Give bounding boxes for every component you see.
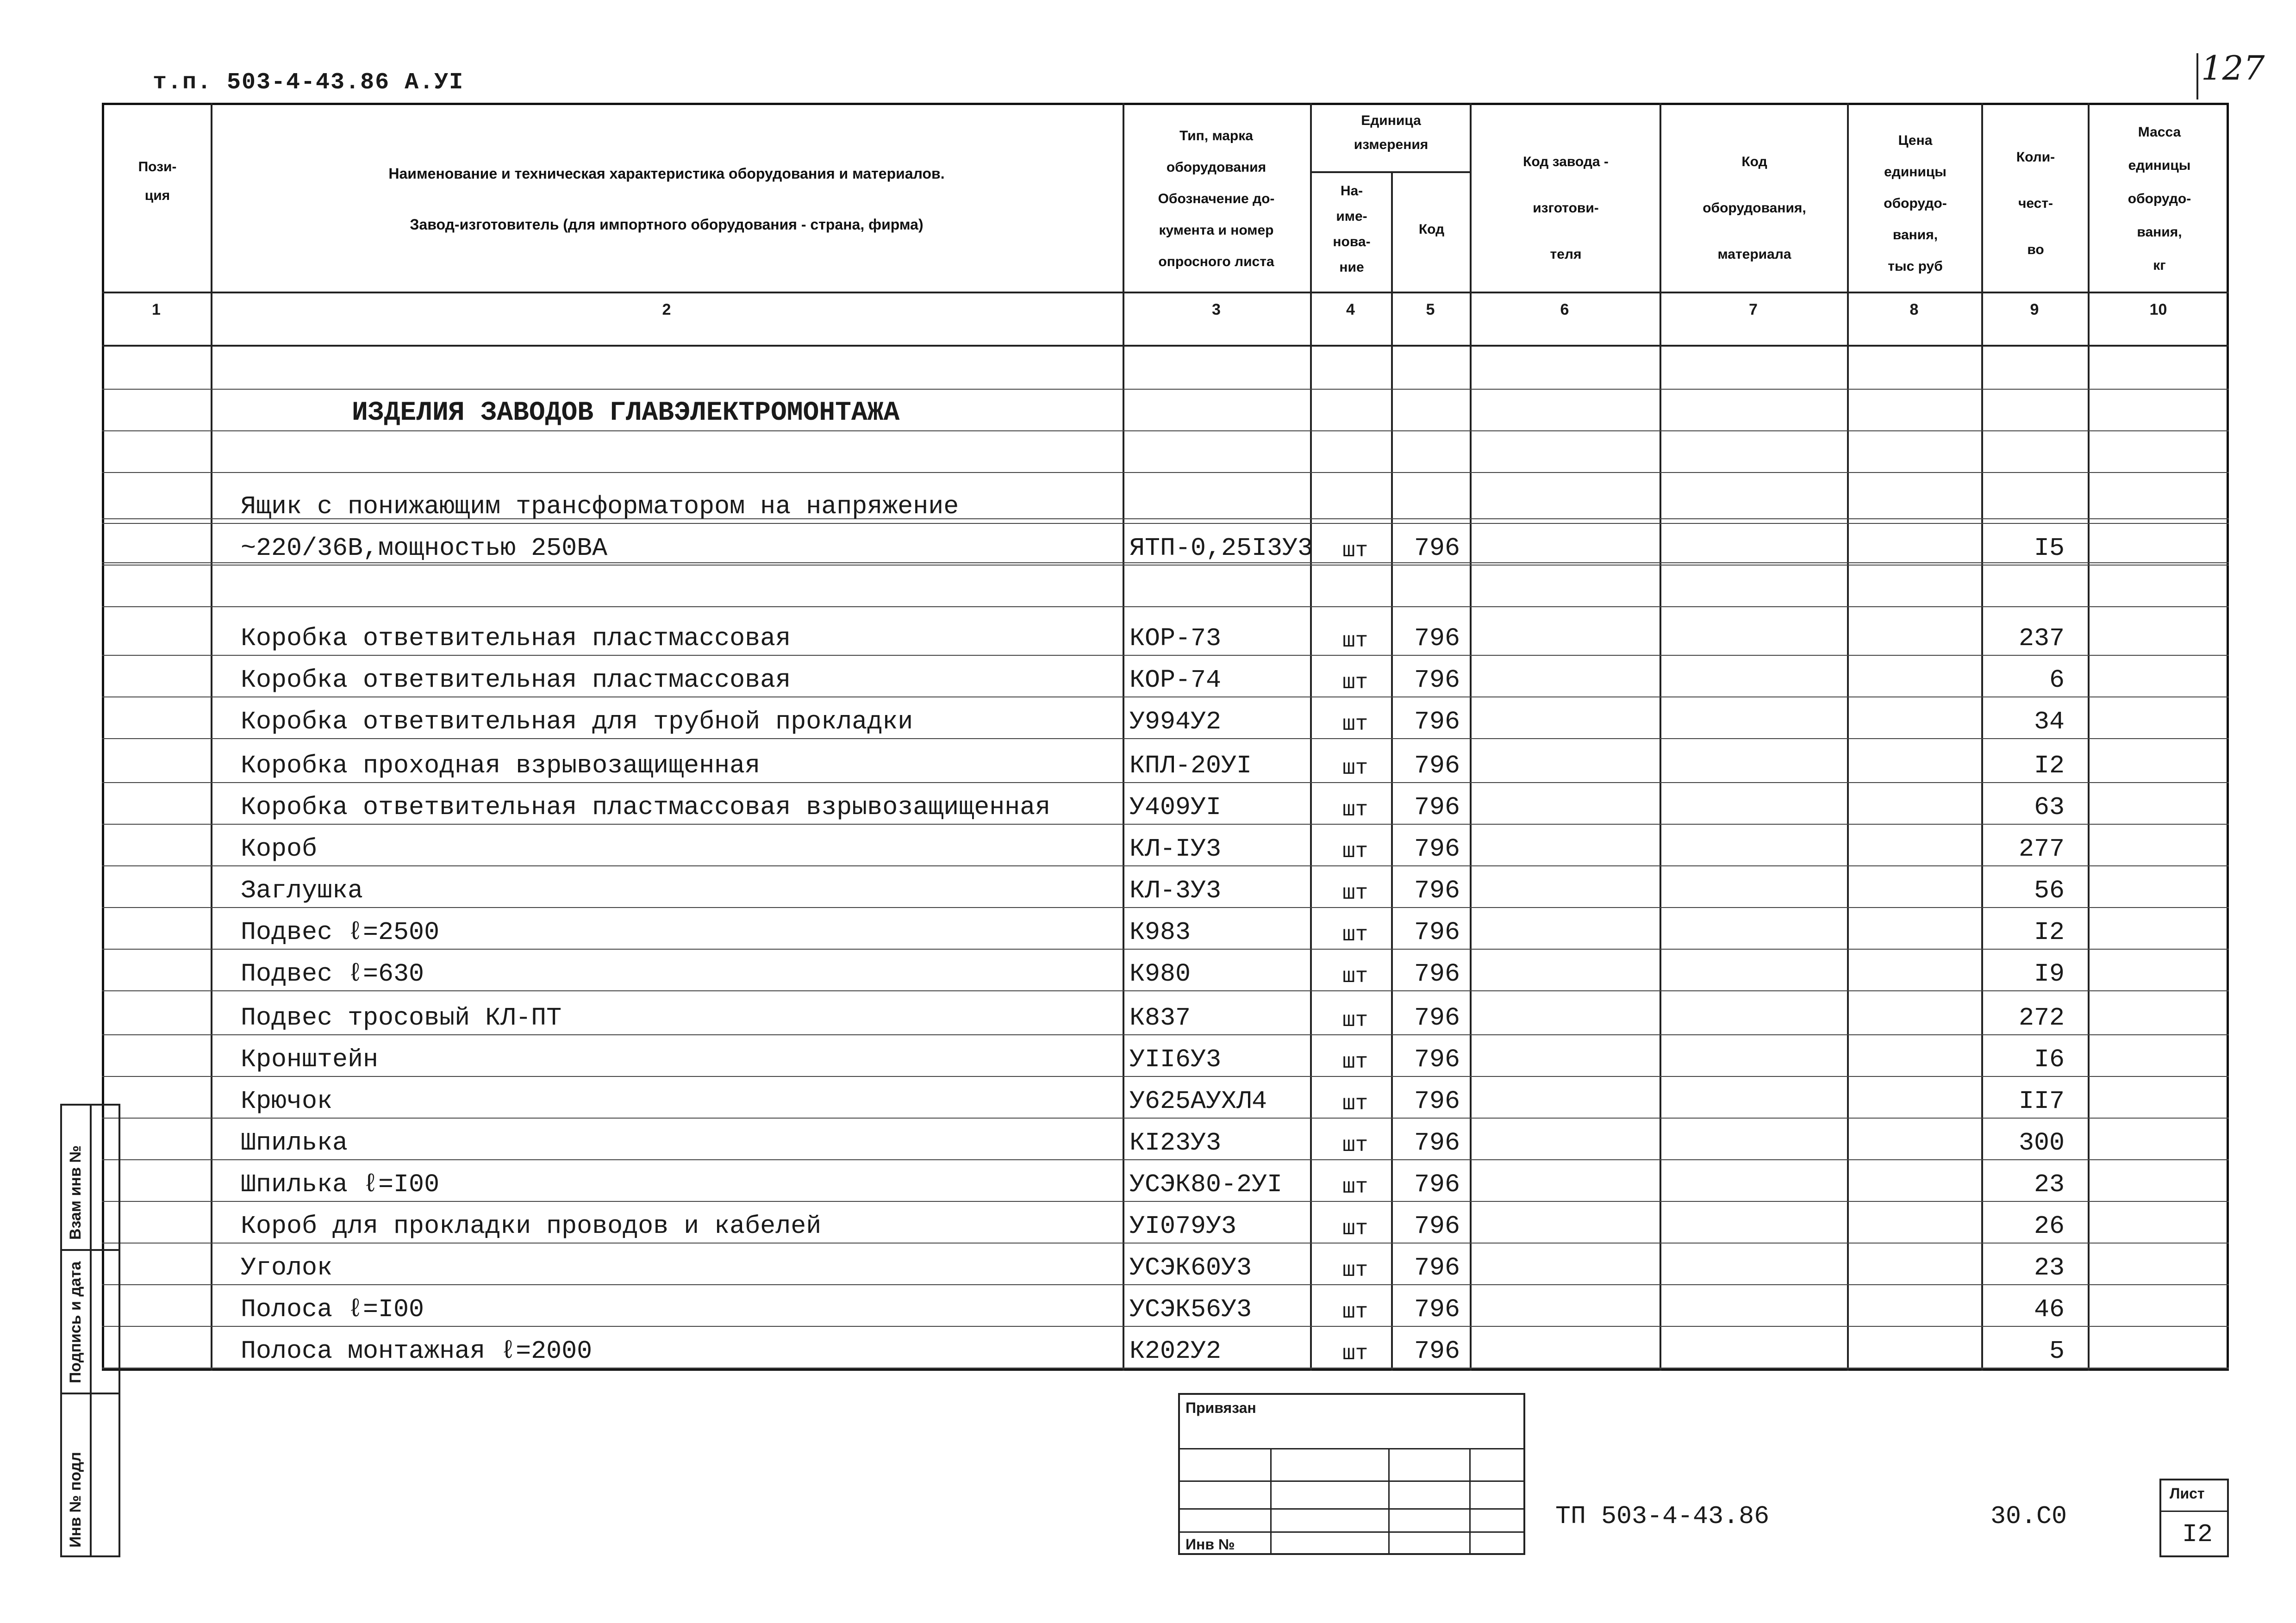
item-type: К202У2 [1129,1337,1222,1366]
item-quantity: 272 [2018,1003,2065,1032]
stamp-line [1180,1448,1523,1449]
table-row [0,824,2296,866]
item-unit-code: 796 [1414,1253,1460,1282]
item-quantity: 23 [2034,1170,2065,1199]
item-name: Заглушка [241,876,363,905]
stamp-attached-label: Привязан [1185,1399,1256,1416]
col-number: 1 [152,301,161,318]
item-name: Коробка ответвительная пластмассовая [241,624,791,653]
item-type: УСЭК60У3 [1129,1253,1252,1282]
item-unit: шт [1342,671,1368,695]
stamp-line [1469,1448,1471,1555]
item-quantity: 277 [2018,834,2065,864]
item-name: Короб для прокладки проводов и кабелей [241,1212,822,1241]
item-unit-code: 796 [1414,959,1460,989]
item-quantity: I2 [2034,918,2065,947]
item-unit: шт [1342,1300,1368,1324]
item-unit: шт [1342,1258,1368,1282]
col-number: 2 [662,301,671,318]
table-row [0,523,2296,566]
item-type: КПЛ-20УI [1129,751,1252,780]
header-bottom-line [102,292,2229,293]
item-unit-code: 796 [1414,1170,1460,1199]
item-unit-code: 796 [1414,1045,1460,1074]
item-type: К837 [1129,1003,1191,1032]
table-row [0,696,2296,739]
row-line [102,389,2229,390]
col-number: 10 [2149,301,2167,318]
binding-sidebar [60,1104,120,1557]
item-unit: шт [1342,923,1368,947]
stamp-line [1180,1480,1523,1482]
item-quantity: 34 [2034,707,2065,736]
page-number-bar [2196,53,2198,99]
sheet-label: Лист [2170,1485,2205,1502]
sheet-box [2159,1479,2229,1557]
item-name: Подвес тросовый КЛ-ПТ [241,1003,562,1032]
item-unit: шт [1342,1342,1368,1366]
item-quantity: 300 [2018,1128,2065,1157]
item-unit-code: 796 [1414,534,1460,563]
item-type: У409УI [1129,793,1222,822]
item-type: У625АУХЛ4 [1129,1087,1267,1116]
title-sheet-code: 30.С0 [1990,1502,2067,1531]
header-position: Пози- ция [138,159,177,203]
stamp-inv-label: Инв № [1185,1536,1235,1553]
stamp-line [1388,1448,1390,1555]
item-unit-code: 796 [1414,876,1460,905]
item-type: КОР-73 [1129,624,1222,653]
row-line [102,990,2229,991]
section-title: ИЗДЕЛИЯ ЗАВОДОВ ГЛАВЭЛЕКТРОМОНТАЖА [352,398,900,428]
item-unit-code: 796 [1414,1337,1460,1366]
item-unit-code: 796 [1414,624,1460,653]
item-type: УСЭК56У3 [1129,1295,1252,1324]
col-number: 5 [1426,301,1435,318]
item-unit-code: 796 [1414,1087,1460,1116]
item-type: К980 [1129,959,1191,989]
item-unit-code: 796 [1414,918,1460,947]
item-type: КЛ-3У3 [1129,876,1222,905]
header-unit-code: Код [1418,222,1445,237]
item-type: ЯТП-0,25I3У3 [1129,534,1313,563]
item-quantity: 46 [2034,1295,2065,1324]
table-row [0,655,2296,697]
table-row [0,1159,2296,1202]
table-row [0,1076,2296,1119]
item-name: Короб [241,834,318,864]
header-maker-code: Код завода - изготови- теля [1523,154,1609,262]
item-quantity: 56 [2034,876,2065,905]
item-name: Коробка ответвительная для трубной прокладки [241,707,913,736]
table-row [0,993,2296,1035]
stamp-line [1270,1448,1272,1555]
item-name: Ящик с понижающим трансформатором на напряжение [241,492,959,521]
sheet-box-divider [2161,1511,2227,1512]
item-unit: шт [1342,798,1368,822]
item-unit: шт [1342,756,1368,780]
unit-header-divider [1310,171,1470,173]
sidebar-signature-date: Подпись и дата [67,1261,84,1383]
item-unit: шт [1342,1092,1368,1116]
item-unit: шт [1342,1217,1368,1241]
page-number: 127 [2201,49,2265,87]
table-row [0,613,2296,656]
item-unit: шт [1342,1050,1368,1074]
item-unit-code: 796 [1414,1003,1460,1032]
item-unit-code: 796 [1414,834,1460,864]
item-type: УII6У3 [1129,1045,1222,1074]
item-unit-code: 796 [1414,1295,1460,1324]
item-unit: шт [1342,1175,1368,1199]
table-row [0,1201,2296,1244]
col-number: 6 [1560,301,1569,318]
col-number: 7 [1749,301,1758,318]
item-quantity: I5 [2034,534,2065,563]
item-unit: шт [1342,1008,1368,1032]
stamp-line [1180,1508,1523,1510]
table-row [0,907,2296,950]
item-type: УI079У3 [1129,1212,1237,1241]
item-unit-code: 796 [1414,1212,1460,1241]
table-row [0,1326,2296,1368]
item-quantity: 23 [2034,1253,2065,1282]
item-name: Уголок [241,1253,333,1282]
sheet-number: I2 [2182,1520,2213,1549]
item-type: КI23У3 [1129,1128,1222,1157]
row-line [102,565,2229,566]
item-name: Крючок [241,1087,333,1116]
numbers-bottom-line [102,345,2229,347]
item-unit-code: 796 [1414,707,1460,736]
item-name: Подвес ℓ=2500 [241,918,440,947]
item-unit-code: 796 [1414,665,1460,695]
item-unit: шт [1342,964,1368,989]
item-type: КЛ-IУ3 [1129,834,1222,864]
item-name: ~220/36В,мощностью 250ВА [241,534,608,563]
sidebar-inv-original: Инв № подл [67,1452,84,1548]
table-row [0,1243,2296,1285]
table-row [0,740,2296,783]
table-row [0,865,2296,908]
item-type: У994У2 [1129,707,1222,736]
item-unit: шт [1342,712,1368,736]
item-type: КОР-74 [1129,665,1222,695]
table-row [0,1284,2296,1327]
col-number: 4 [1346,301,1355,318]
col-number: 3 [1212,301,1221,318]
item-quantity: 63 [2034,793,2065,822]
header-quantity: Коли- чест- во [2016,149,2055,257]
item-name: Полоса ℓ=I00 [241,1295,424,1324]
item-name: Подвес ℓ=630 [241,959,424,989]
title-doc-number: ТП 503-4-43.86 [1555,1502,1770,1531]
item-quantity: 237 [2018,624,2065,653]
row-line [102,738,2229,739]
header-price: Цена единицы оборудо- вания, тыс руб [1884,133,1947,274]
row-line [102,472,2229,473]
item-quantity: I6 [2034,1045,2065,1074]
stamp-line [1180,1531,1523,1533]
item-type: К983 [1129,918,1191,947]
item-unit: шт [1342,881,1368,905]
item-name: Коробка ответвительная пластмассовая [241,665,791,695]
col-number: 9 [2030,301,2039,318]
item-unit-code: 796 [1414,793,1460,822]
item-quantity: 26 [2034,1212,2065,1241]
item-name: Шпилька [241,1128,348,1157]
table-row [0,782,2296,825]
header-unit-name: На- име- нова- ние [1333,183,1371,275]
col-number: 8 [1909,301,1919,318]
row-line [102,606,2229,607]
item-unit: шт [1342,629,1368,653]
item-name: Полоса монтажная ℓ=2000 [241,1337,593,1366]
header-type: Тип, марка оборудования Обозначение до- кумента и номер опросного листа [1158,128,1275,269]
header-name: Наименование и техническая характеристика оборудования и материалов. Завод-изготовитель (для импортного оборудования - страна, фирма) [388,165,945,233]
header-mass: Масса единицы оборудо- вания, кг [2128,124,2191,273]
item-quantity: I9 [2034,959,2065,989]
item-unit: шт [1342,1133,1368,1157]
table-row [0,481,2296,524]
item-quantity: I2 [2034,751,2065,780]
table-row [0,1034,2296,1077]
sidebar-replace-inv: Взам инв № [67,1145,84,1240]
item-name: Кронштейн [241,1045,379,1074]
item-unit: шт [1342,539,1368,563]
item-quantity: II7 [2018,1087,2065,1116]
table-row [0,949,2296,991]
item-name: Коробка проходная взрывозащищенная [241,751,761,780]
header-unit: Единица измерения [1354,113,1429,152]
item-name: Коробка ответвительная пластмассовая взрывозащищенная [241,793,1051,822]
sidebar-divider [90,1106,92,1555]
row-line [102,430,2229,431]
table-row [0,1118,2296,1160]
item-name: Шпилька ℓ=I00 [241,1170,440,1199]
item-quantity: 6 [2049,665,2065,695]
attachment-stamp [1178,1393,1525,1555]
item-quantity: 5 [2049,1337,2065,1366]
document-code: т.п. 503-4-43.86 А.УI [153,69,464,96]
item-unit-code: 796 [1414,1128,1460,1157]
header-equipment-code: Код оборудования, материала [1703,154,1806,262]
item-unit: шт [1342,839,1368,864]
item-unit-code: 796 [1414,751,1460,780]
item-type: УСЭК80-2УI [1129,1170,1283,1199]
